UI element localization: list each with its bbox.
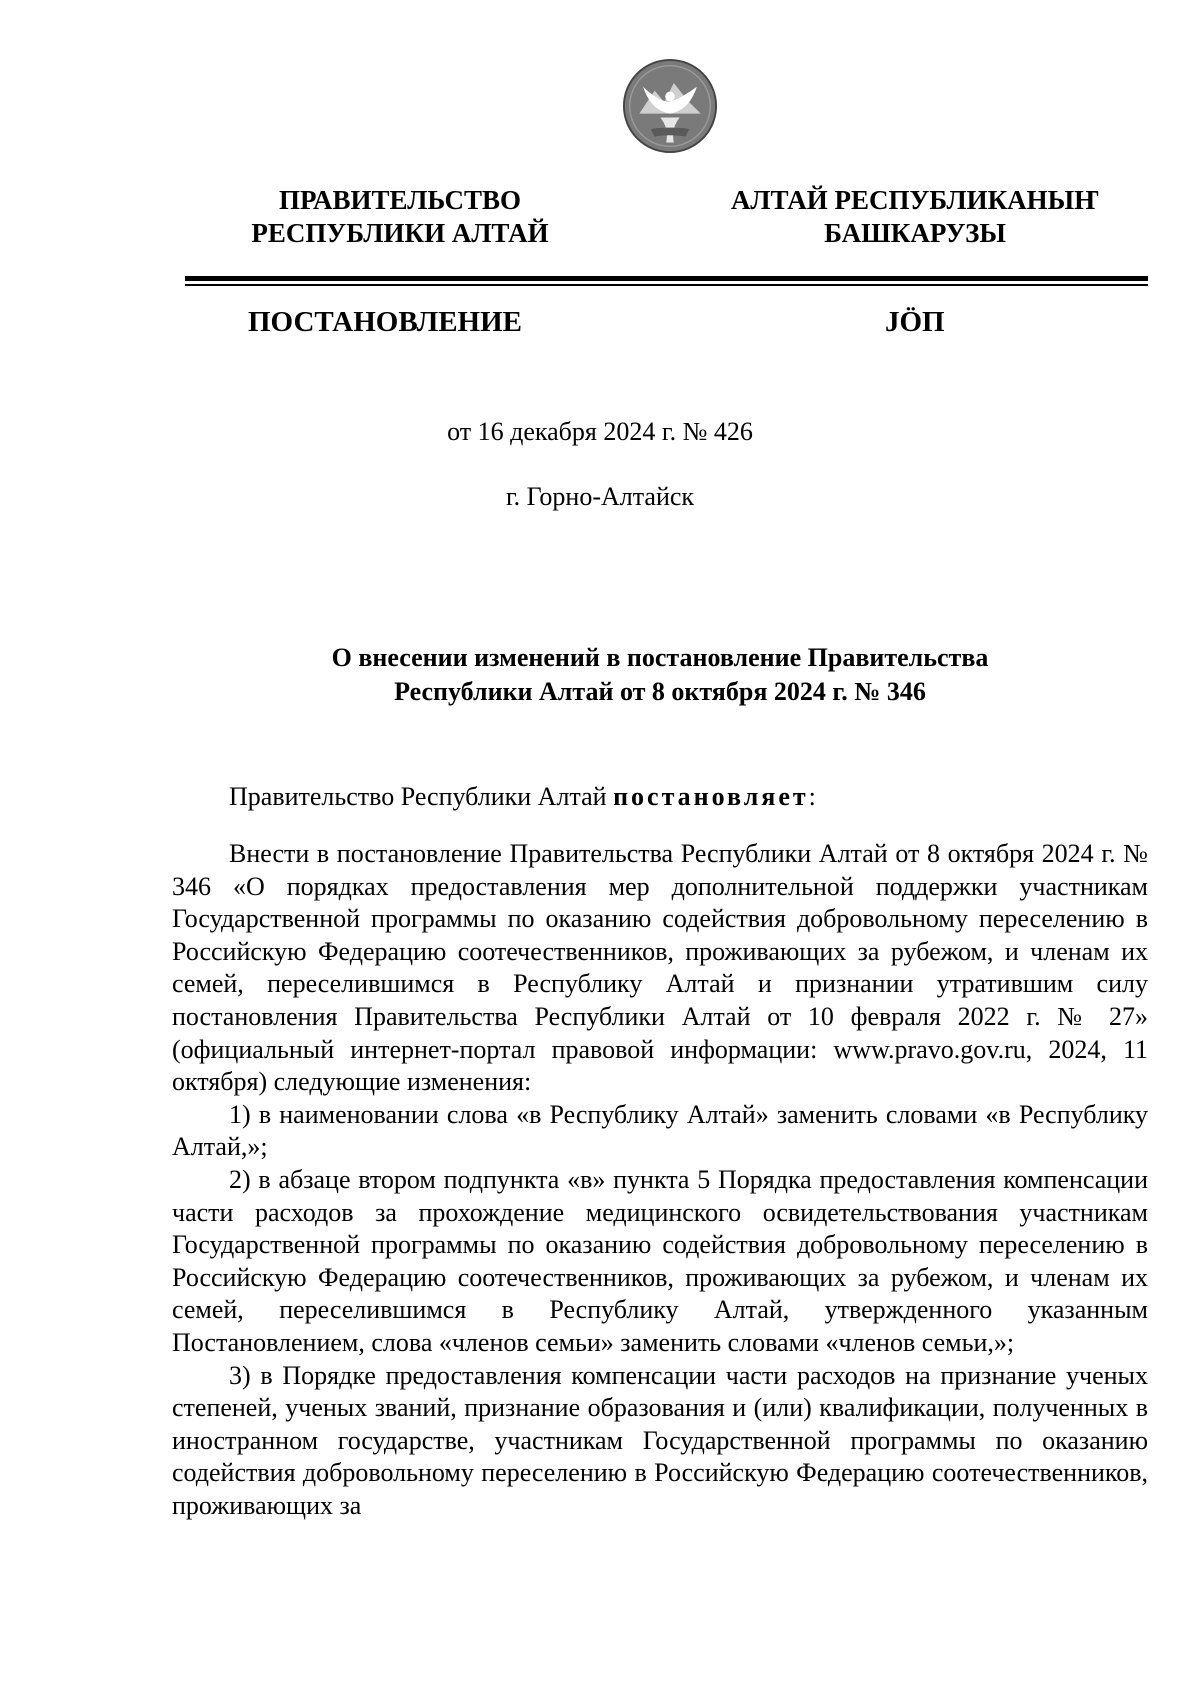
intro-prefix: Правительство Республики Алтай bbox=[229, 782, 614, 811]
doc-type-ru: ПОСТАНОВЛЕНИЕ bbox=[248, 306, 523, 338]
header-divider-thin bbox=[185, 284, 1148, 286]
header-alt-line1: АЛТАЙ РЕСПУБЛИКАНЫҤ bbox=[730, 185, 1100, 215]
doc-type-alt: JӦП bbox=[885, 306, 945, 338]
body-paragraph: 3) в Порядке предоставления компенсации части расходов на признание ученых степеней, ученых званий, признание образования и (или) квалификации, полученных в иностранном государстве, участникам Государственной программы по оказанию содействия добровольному переселению в Российскую Федерацию соотечественников, проживающих за bbox=[172, 1360, 1148, 1520]
body-paragraph: 2) в абзаце втором подпункта «в» пункта 5 Порядка предоставления компенсации части расходов за прохождение медицинского освидетельствования участникам Государственной программы по оказанию содействия добровольному переселению в Российскую Федерацию соотечественников, проживающих за рубежом, и членам их семей, переселившимся в Республику Алтай, утвержденного указанным Постановлением, слова «членов семьи» заменить словами «членов семьи,»; bbox=[172, 1164, 1148, 1357]
header-divider-thick bbox=[185, 276, 1148, 281]
document-date-number: от 16 декабря 2024 г. № 426 bbox=[447, 417, 753, 446]
document-city: г. Горно-Алтайск bbox=[505, 482, 695, 511]
intro-verb: постановляет bbox=[613, 782, 809, 811]
document-title bbox=[200, 641, 1120, 709]
resolution-intro bbox=[229, 781, 816, 813]
header-alt bbox=[725, 184, 1105, 250]
header-ru-line1: ПРАВИТЕЛЬСТВО bbox=[278, 185, 522, 215]
body-paragraph: 1) в наименовании слова «в Республику Алтай» заменить словами «в Республику Алтай,»; bbox=[172, 1099, 1148, 1162]
header-alt-line2: БАШКАРУЗЫ bbox=[824, 218, 1006, 248]
document-title-line2: Республики Алтай от 8 октября 2024 г. № 346 bbox=[394, 677, 926, 706]
intro-suffix: : bbox=[808, 782, 816, 811]
document-title-line1: О внесении изменений в постановление Правительства bbox=[331, 643, 989, 672]
header-ru-line2: РЕСПУБЛИКИ АЛТАЙ bbox=[251, 218, 549, 248]
header-ru bbox=[210, 184, 590, 250]
document-body bbox=[172, 838, 1148, 1522]
body-paragraph: Внести в постановление Правительства Республики Алтай от 8 октября 2024 г. № 346 «О порядках предоставления мер дополнительной поддержки участникам Государственной программы по оказанию содействия добровольному переселению в Российскую Федерацию соотечественников, проживающих за рубежом, и членам их семей, переселившимся в Республику Алтай и признании утратившим силу постановления Правительства Республики Алтай от 10 февраля 2022 г. № 27» (официальный интернет-портал правовой информации: www.pravo.gov.ru, 2024, 11 октября) следующие изменения: bbox=[172, 839, 1148, 1097]
republic-emblem-icon bbox=[622, 58, 718, 154]
